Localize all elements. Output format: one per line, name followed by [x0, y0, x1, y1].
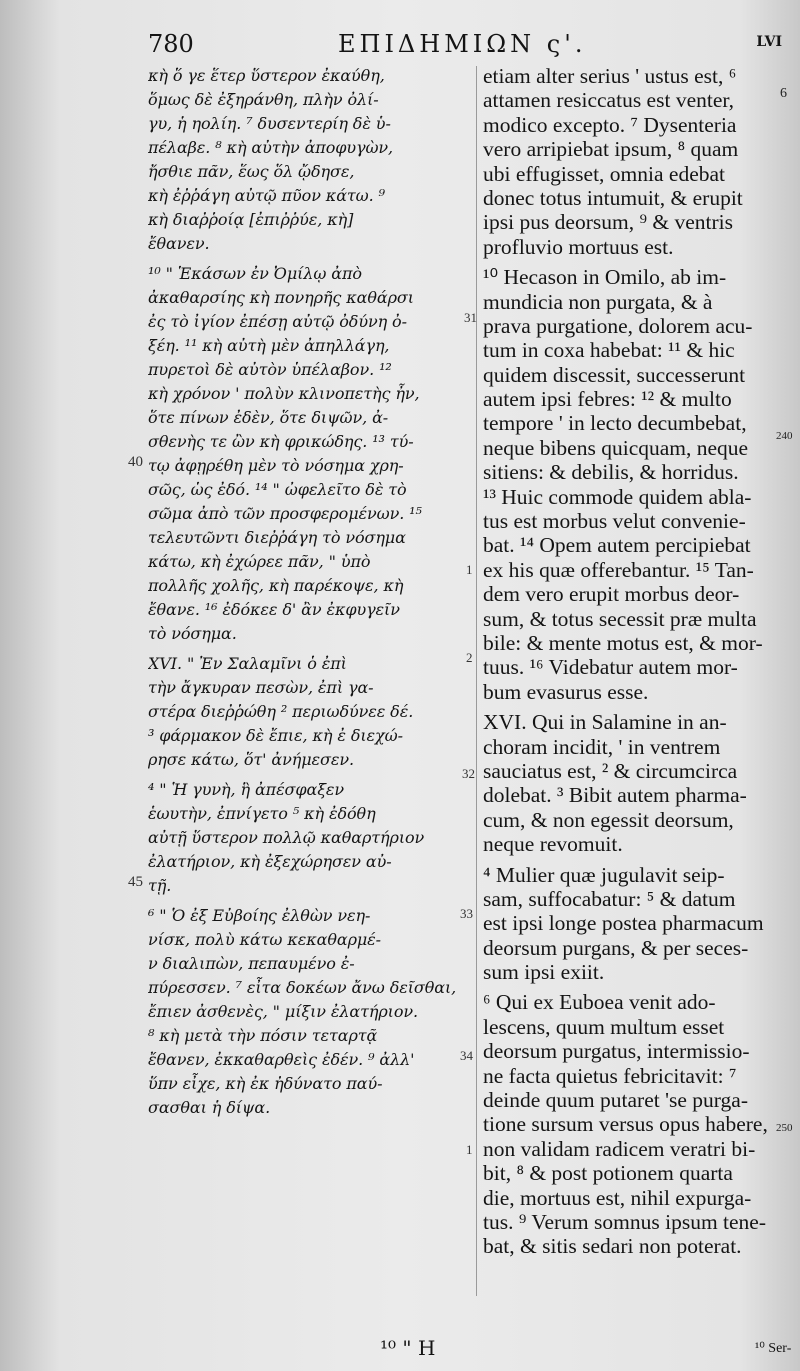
greek-text-line: ὅτε πίνων ἐδὲν, ὅτε διψῶν, ἀ- [148, 408, 389, 427]
margin-number: 34 [460, 1048, 473, 1063]
margin-number: 32 [462, 766, 475, 781]
greek-text-line: ¹⁰ " Ἑκάσων ἐν Ὀμίλῳ ἀπὸ [148, 264, 362, 283]
greek-text-line: νίσκ, πολὺ κάτω κεκαθαρμέ- [148, 930, 381, 949]
running-title: ΕΠΙΔΗΜΙΩΝ ς'. [338, 30, 587, 58]
margin-number: 45 [128, 874, 143, 890]
margin-number: 1 [466, 562, 473, 577]
latin-text-line: neque bibens quicquam, neque [483, 435, 749, 460]
latin-text-line: bat, & sitis sedari non poterat. [483, 1234, 742, 1259]
latin-text-line: lescens, quum multum esset [483, 1014, 725, 1039]
greek-text-line: ἔπιεν ἀσθενὲς, " μίξιν ἐλατήριον. [148, 1002, 418, 1021]
latin-text-line: bit, ⁸ & post potionem quarta [483, 1161, 733, 1186]
greek-text-line: ὅμως δὲ ἐξηράνθη, πλὴν ὀλί- [148, 90, 379, 109]
latin-text-line: attamen resiccatus est venter, [483, 88, 735, 113]
greek-text-line: ἑωυτὴν, ἐπνίγετο ⁵ κὴ ἐδόθη [148, 804, 376, 823]
signature-mark: LVI [756, 34, 782, 50]
greek-text-line: ³ φάρμακον δὲ ἔπιε, κὴ ἐ διεχώ- [148, 726, 403, 745]
latin-text-line: tione sursum versus opus habere, [483, 1112, 768, 1137]
latin-text-line: mundicia non purgata, & à [483, 289, 713, 314]
latin-text-line: deinde quum putaret 'se purga- [483, 1088, 748, 1113]
latin-text-line: die, mortuus est, nihil expurga- [483, 1185, 752, 1210]
greek-text-line: ἔθανεν, ἐκκαθαρθεὶς ἐδέν. ⁹ ἀλλ' [148, 1050, 415, 1069]
margin-number: 1 [466, 1142, 473, 1157]
latin-text-line: non validam radicem veratri bi- [483, 1136, 756, 1161]
greek-text-line: ξέη. ¹¹ κὴ αὐτὴ μὲν ἀπηλλάγη, [148, 336, 390, 355]
latin-text-line: modico excepto. ⁷ Dysenteria [483, 112, 737, 137]
catchword-greek: ¹⁰ " Η [380, 1336, 436, 1360]
latin-text-line: tum in coxa habebat: ¹¹ & hic [483, 338, 735, 363]
latin-text-line: prava purgatione, dolorem acu- [483, 313, 753, 338]
greek-text-line: ἤσθιε πᾶν, ἕως ὅλ ᾤδησε, [148, 162, 355, 181]
margin-note: 6 [780, 86, 787, 101]
greek-text-line: ⁸ κὴ μετὰ τὴν πόσιν τεταρτᾷ [148, 1026, 378, 1045]
latin-text-line: XVI. Qui in Salamine in an- [483, 710, 727, 735]
greek-text-line: κάτω, κὴ ἐχώρεε πᾶν, " ὑπὸ [148, 552, 371, 571]
greek-text-line: σῶς, ὡς ἐδό. ¹⁴ " ὠφελεῖτο δὲ τὸ [148, 480, 407, 499]
latin-text-line: ne facta quietus febricitavit: ⁷ [483, 1063, 737, 1088]
latin-text-line: ⁴ Mulier quæ jugulavit seip- [483, 862, 725, 887]
greek-text-line: κὴ χρόνον ' πολὺν κλινοπετὴς ἦν, [148, 384, 420, 403]
greek-text-line: τῇ. [148, 876, 172, 895]
latin-text-line: bum evasurus esse. [483, 679, 649, 704]
greek-text-line: ρησε κάτω, ὅτ' ἀνήμεσεν. [148, 750, 354, 769]
latin-text-line: ubi effugisset, omnia edebat [483, 161, 726, 186]
latin-text-line: ⁶ Qui ex Euboea venit ado- [483, 990, 716, 1015]
greek-text-line: πολλῆς χολῆς, κὴ παρέκοψε, κὴ [148, 576, 404, 595]
latin-text-line: cum, & non egessit deorsum, [483, 807, 734, 832]
margin-number: 2 [466, 650, 473, 665]
latin-text-line: sum ipsi exiit. [483, 960, 605, 985]
greek-text-line: τὸ νόσημα. [148, 624, 237, 643]
latin-text-line: deorsum purgatus, intermissio- [483, 1039, 750, 1064]
column-divider [476, 66, 477, 1296]
catchword-latin: ¹⁰ Ser- [755, 1341, 792, 1356]
latin-text-line: ipsi pus deorsum, ⁹ & ventris [483, 210, 733, 235]
latin-text-line: autem ipsi febres: ¹² & multo [483, 387, 732, 412]
latin-text-line: dem vero erupit morbus deor- [483, 582, 740, 607]
margin-note: 240 [776, 430, 793, 442]
greek-text-line: αὐτῇ ὕστερον πολλῷ καθαρτήριον [148, 828, 425, 847]
latin-text-line: dolebat. ³ Bibit autem pharma- [483, 783, 747, 808]
greek-text-line: XVI. " Ἐν Σαλαμῖνι ὁ ἐπὶ [148, 654, 347, 673]
greek-text-line: πύρεσσεν. ⁷ εἶτα δοκέων ἄνω δεῖσθαι, [148, 978, 457, 997]
latin-text-line: sum, & totus secessit præ multa [483, 606, 757, 631]
greek-text-line: ἐς τὸ ἰγίον ἐπέσῃ αὐτῷ ὀδύνη ὀ- [148, 312, 407, 331]
greek-text-line: ἀκαθαρσίης κὴ πονηρῆς καθάρσι [148, 288, 414, 307]
greek-text-column [148, 64, 466, 1354]
greek-text-line: τὴν ἄγκυραν πεσὼν, ἐπὶ γα- [148, 678, 374, 697]
latin-text-line: etiam alter serius ' ustus est, ⁶ [483, 64, 737, 88]
greek-text-line: σῶμα ἀπὸ τῶν προσφερομένων. ¹⁵ [148, 504, 422, 523]
latin-text-line: vero arripiebat ipsum, ⁸ quam [483, 137, 739, 162]
page-number: 780 [148, 30, 194, 58]
latin-text-line: neque revomuit. [483, 832, 623, 857]
latin-text-line: sitiens: & debilis, & horridus. [483, 460, 739, 485]
latin-text-line: profluvio mortuus est. [483, 234, 674, 259]
latin-text-line: bat. ¹⁴ Opem autem percipiebat [483, 533, 751, 558]
latin-text-column [483, 64, 787, 1354]
greek-text-line: ἔθανε. ¹⁶ ἐδόκεε δ' ἂν ἐκφυγεῖν [148, 600, 400, 619]
greek-text-line: ὕπν εἶχε, κὴ ἐκ ἠδύνατο παύ- [148, 1074, 383, 1093]
latin-text-line: sauciatus est, ² & circumcirca [483, 758, 738, 783]
latin-text-line: tus est morbus velut convenie- [483, 509, 746, 534]
greek-text-line: ἐλατήριον, κὴ ἐξεχώρησεν αὐ- [148, 852, 392, 871]
latin-text-line: tempore ' in lecto decumbebat, [483, 411, 747, 436]
greek-text-line: κὴ ὅ γε ἕτερ ὕστερον ἐκαύθη, [148, 66, 385, 85]
greek-text-line: γυ, ἡ ηολίη. ⁷ δυσεντερίη δὲ ὑ- [148, 114, 391, 133]
latin-text-line: deorsum purgans, & per seces- [483, 935, 749, 960]
latin-text-line: bile: & mente motus est, & mor- [483, 630, 763, 655]
latin-text-line: choram incidit, ' in ventrem [483, 734, 721, 759]
greek-text-line: πέλαβε. ⁸ κὴ αὐτὴν ἀποφυγὼν, [148, 138, 394, 157]
latin-text-line: quidem discessit, successerunt [483, 362, 746, 387]
greek-text-line: ⁴ " Ἡ γυνὴ, ἣ ἀπέσφαξεν [148, 780, 345, 799]
greek-text-line: στέρα διεῤῥώθη ² περιωδύνεε δέ. [148, 702, 414, 721]
latin-text-line: tuus. ¹⁶ Videbatur autem mor- [483, 655, 738, 680]
latin-text-line: donec totus intumuit, & erupit [483, 185, 743, 210]
latin-text-line: ¹⁰ Hecason in Omilo, ab im- [483, 265, 727, 290]
greek-text-line: κὴ ἐῤῥάγη αὐτῷ πῦον κάτω. ⁹ [148, 186, 385, 205]
latin-text-line: tus. ⁹ Verum somnus ipsum tene- [483, 1209, 767, 1234]
latin-text-line: est ipsi longe postea pharmacum [483, 911, 764, 936]
greek-text-line: ἔθανεν. [148, 234, 210, 253]
margin-number: 31 [464, 310, 477, 325]
greek-text-line: ν διαλιπὼν, πεπαυμένο ἐ- [148, 954, 355, 973]
margin-number: 33 [460, 906, 473, 921]
margin-note: 250 [776, 1122, 793, 1134]
greek-text-line: τῳ ἀφῃρέθη μὲν τὸ νόσημα χρη- [148, 456, 404, 475]
greek-text-line: σασθαι ἡ δίψα. [148, 1098, 271, 1117]
greek-text-line: τελευτῶντι διεῤῥάγη τὸ νόσημα [148, 528, 406, 547]
greek-text-line: κὴ διαῤῥοίᾳ [ἐπιῤῥύε, κὴ] [148, 210, 354, 229]
latin-text-line: ex his quæ offerebantur. ¹⁵ Tan- [483, 557, 754, 582]
latin-text-line: ¹³ Huic commode quidem abla- [483, 484, 752, 509]
margin-number: 40 [128, 454, 143, 470]
greek-text-line: σθενὴς τε ὢν κὴ φρικώδης. ¹³ τύ- [148, 432, 414, 451]
greek-text-line: ⁶ " Ὁ ἐξ Εὐβοίης ἐλθὼν νεη- [148, 906, 371, 925]
greek-text-line: πυρετοὶ δὲ αὐτὸν ὑπέλαβον. ¹² [148, 360, 392, 379]
latin-text-line: sam, suffocabatur: ⁵ & datum [483, 886, 736, 911]
